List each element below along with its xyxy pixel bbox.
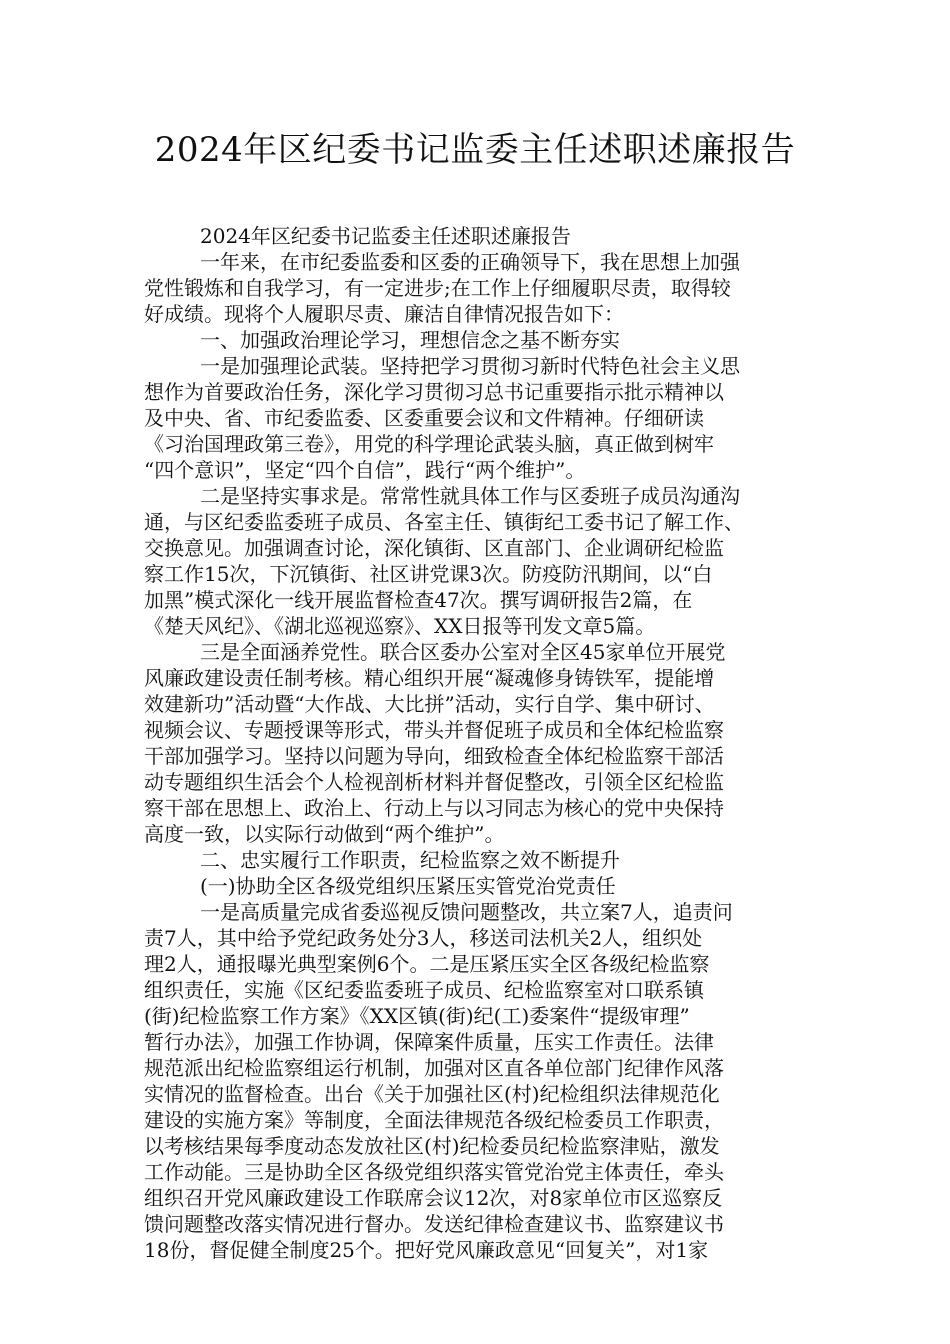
body-line: 暂行办法》，加强工作协调，保障案件质量，压实工作责任。法律 bbox=[144, 1030, 714, 1054]
body-line: 一是加强理论武装。坚持把学习贯彻习新时代特色社会主义思 bbox=[200, 354, 740, 378]
body-line: 组织责任，实施《区纪委监委班子成员、纪检监察室对口联系镇 bbox=[144, 978, 704, 1002]
body-line: 察干部在思想上、政治上、行动上与以习同志为核心的党中央保持 bbox=[144, 796, 724, 820]
body-line: 以考核结果每季度动态发放社区(村)纪检委员纪检监察津贴，激发 bbox=[144, 1134, 720, 1158]
document-title: 2024年区纪委书记监委主任述职述廉报告 bbox=[154, 130, 796, 170]
body-line: 一年来，在市纪委监委和区委的正确领导下，我在思想上加强 bbox=[200, 250, 740, 274]
body-line: 效建新功”活动暨“大作战、大比拼”活动，实行自学、集中研讨、 bbox=[144, 692, 715, 716]
body-line: 及中央、省、市纪委监委、区委重要会议和文件精神。仔细研读 bbox=[144, 406, 704, 430]
document-body bbox=[144, 223, 844, 1263]
body-line: 建设的实施方案》等制度，全面法律规范各级纪检委员工作职责， bbox=[144, 1108, 724, 1132]
body-line: 理2人，通报曝光典型案例6个。二是压紧压实全区各级纪检监察 bbox=[144, 952, 710, 976]
body-line: 《楚天风纪》、《湖北巡视巡察》、XX日报等刊发文章5篇。 bbox=[144, 614, 656, 638]
body-line: (街)纪检监察工作方案》《XX区镇(街)纪(工)委案件“提级审理” bbox=[144, 1004, 690, 1028]
body-line: 组织召开党风廉政建设工作联席会议12次，对8家单位市区巡察反 bbox=[144, 1186, 723, 1210]
body-line: 想作为首要政治任务，深化学习贯彻习总书记重要指示批示精神以 bbox=[144, 380, 724, 404]
body-line: 二是坚持实事求是。常常性就具体工作与区委班子成员沟通沟 bbox=[200, 484, 740, 508]
body-line: 责7人，其中给予党纪政务处分3人，移送司法机关2人，组织处 bbox=[144, 926, 703, 950]
body-line: 高度一致，以实际行动做到“两个维护”。 bbox=[144, 822, 505, 846]
body-line: 交换意见。加强调查讨论，深化镇街、区直部门、企业调研纪检监 bbox=[144, 536, 724, 560]
body-line: 工作动能。三是协助全区各级党组织落实管党治党主体责任，牵头 bbox=[144, 1160, 724, 1184]
body-line: 党性锻炼和自我学习，有一定进步;在工作上仔细履职尽责，取得较 bbox=[144, 276, 731, 300]
body-line: 馈问题整改落实情况进行督办。发送纪律检查建议书、监察建议书 bbox=[144, 1212, 724, 1236]
body-line: 动专题组织生活会个人检视剖析材料并督促整改，引领全区纪检监 bbox=[144, 770, 724, 794]
body-line: 实情况的监督检查。出台《关于加强社区(村)纪检组织法律规范化 bbox=[144, 1082, 720, 1106]
body-line: 好成绩。现将个人履职尽责、廉洁自律情况报告如下： bbox=[144, 302, 624, 326]
body-line: 视频会议、专题授课等形式，带头并督促班子成员和全体纪检监察 bbox=[144, 718, 724, 742]
body-line: 三是全面涵养党性。联合区委办公室对全区45家单位开展党 bbox=[200, 640, 726, 664]
body-line: 18份，督促健全制度25个。把好党风廉政意见“回复关”，对1家 bbox=[144, 1238, 709, 1262]
body-line: 一、加强政治理论学习，理想信念之基不断夯实 bbox=[200, 328, 620, 352]
body-line: (一)协助全区各级党组织压紧压实管党治党责任 bbox=[200, 874, 616, 898]
body-line: 通，与区纪委监委班子成员、各室主任、镇街纪工委书记了解工作、 bbox=[144, 510, 744, 534]
body-line: 规范派出纪检监察组运行机制，加强对区直各单位部门纪律作风落 bbox=[144, 1056, 724, 1080]
body-line: 加黑”模式深化一线开展监督检查47次。撰写调研报告2篇，在 bbox=[144, 588, 693, 612]
body-line: 二、忠实履行工作职责，纪检监察之效不断提升 bbox=[200, 848, 620, 872]
body-line: 察工作15次，下沉镇街、社区讲党课3次。防疫防汛期间，以“白 bbox=[144, 562, 713, 586]
body-line: 《习治国理政第三卷》，用党的科学理论武装头脑，真正做到树牢 bbox=[144, 432, 714, 456]
body-line: 一是高质量完成省委巡视反馈问题整改，共立案7人，追责问 bbox=[200, 900, 733, 924]
body-line: 干部加强学习。坚持以问题为导向，细致检查全体纪检监察干部活 bbox=[144, 744, 724, 768]
body-line: “四个意识”，坚定“四个自信”，践行“两个维护”。 bbox=[144, 458, 586, 482]
body-line: 风廉政建设责任制考核。精心组织开展“凝魂修身铸铁军，提能增 bbox=[144, 666, 715, 690]
body-line: 2024年区纪委书记监委主任述职述廉报告 bbox=[200, 224, 571, 248]
